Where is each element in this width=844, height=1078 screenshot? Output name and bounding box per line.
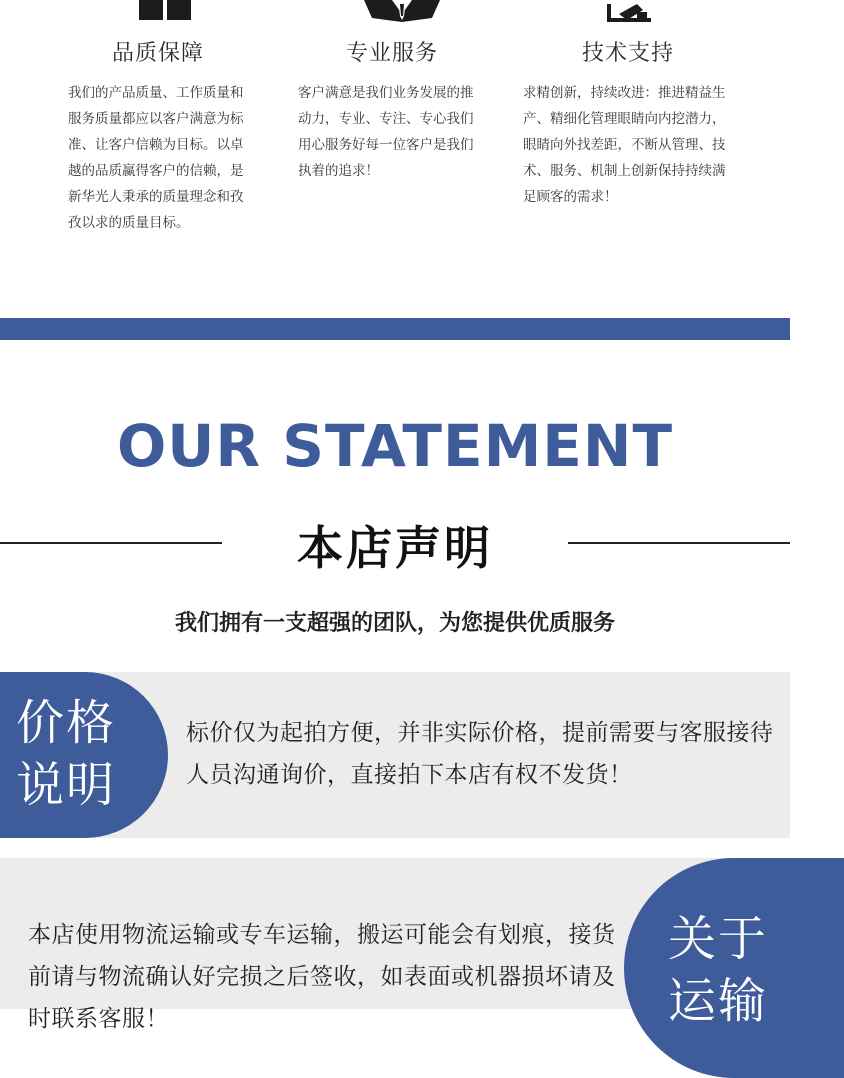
quality-shield-icon <box>137 0 197 22</box>
shipping-notice-panel <box>0 858 790 1032</box>
price-badge-label: 价格说明 <box>16 695 117 813</box>
statement-english-title: OUR STATEMENT <box>116 412 674 480</box>
feature-text: 我们的产品质量、工作质量和服务质量都应以客户满意为标准、让客户信赖为目标。以卓越的品质赢得客户的信赖，是新华光人秉承的质量理念和孜孜以求的质量目标。 <box>68 85 244 231</box>
feature-title: 专业服务 <box>346 41 439 66</box>
business-suit-icon <box>362 0 442 22</box>
shipping-badge-label: 关于运输 <box>668 911 769 1029</box>
heading-rule-left <box>0 542 222 544</box>
price-notice-panel <box>0 672 790 838</box>
divider-bar <box>0 318 790 340</box>
features-section <box>0 0 790 318</box>
feature-text: 求精创新，持续改进：推进精益生产、精细化管理眼睛向内挖潜力，眼睛向外找差距，不断从管理、技术、服务、机制上创新保持持续满足顾客的需求！ <box>523 85 726 205</box>
heading-rule-right <box>568 542 790 544</box>
feature-text: 客户满意是我们业务发展的推动力，专业、专注、专心我们用心服务好每一位客户是我们执着的追求！ <box>298 85 474 179</box>
feature-title: 品质保障 <box>112 41 205 66</box>
statement-heading <box>0 512 790 575</box>
shipping-notice-text: 本店使用物流运输或专车运输，搬运可能会有划痕，接货前请与物流确认好完损之后签收，如表面或机器损坏请及时联系客服！ <box>28 922 616 1032</box>
price-notice-text: 标价仅为起拍方便，并非实际价格，提前需要与客服接待人员沟通询价，直接拍下本店有权不发货！ <box>186 720 774 788</box>
feature-title: 技术支持 <box>582 41 675 66</box>
statement-subtitle: 我们拥有一支超强的团队，为您提供优质服务 <box>174 611 615 636</box>
tools-icon <box>607 0 667 22</box>
statement-chinese-title: 本店声明 <box>297 521 493 575</box>
